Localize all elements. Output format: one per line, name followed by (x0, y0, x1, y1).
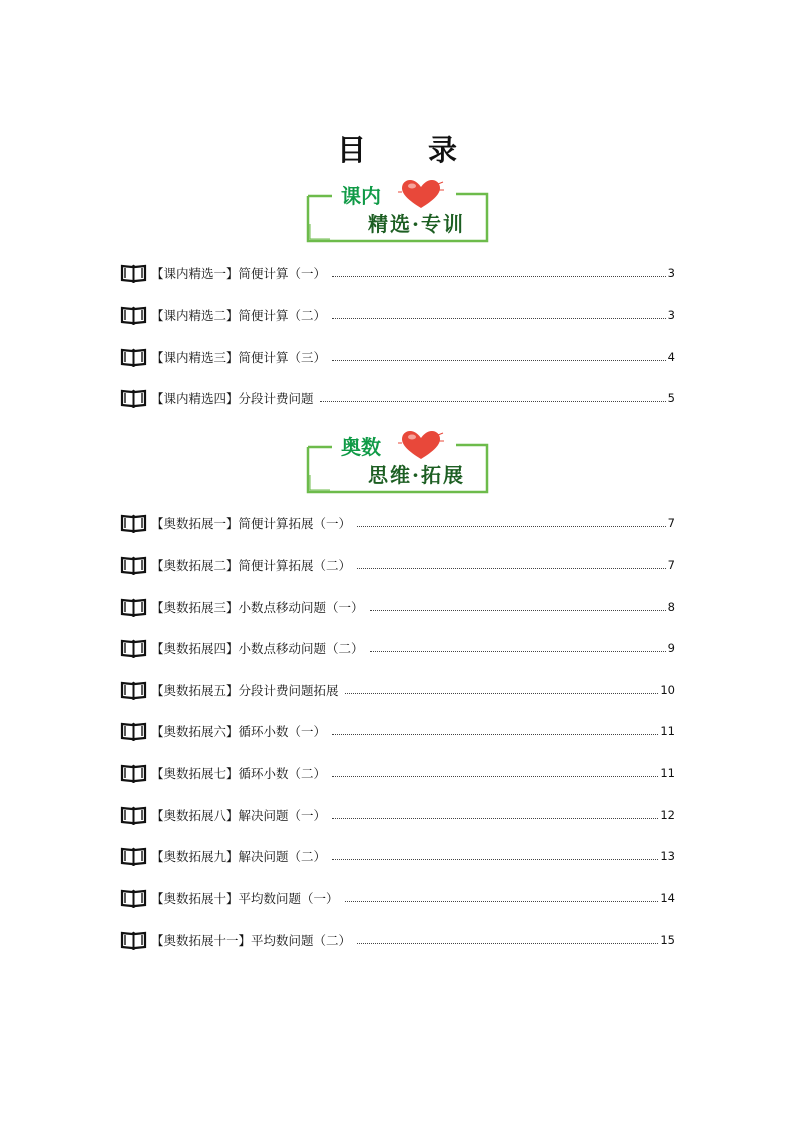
toc-item[interactable] (120, 680, 675, 700)
toc-leader (357, 568, 666, 569)
toc-leader (320, 401, 666, 402)
toc-leader (345, 693, 659, 694)
toc-item[interactable] (120, 388, 675, 408)
toc-item-label: 【奥数拓展二】简便计算拓展（二） (151, 558, 352, 573)
toc-item-page: 4 (667, 350, 675, 364)
toc-leader (332, 734, 658, 735)
open-book-icon (120, 388, 147, 408)
toc-item[interactable] (120, 305, 675, 325)
open-book-icon (120, 888, 147, 908)
open-book-icon (120, 513, 147, 533)
toc-item[interactable] (120, 555, 675, 575)
toc-item-page: 3 (667, 308, 675, 322)
banner-bottom-text: 思维·拓展 (368, 463, 465, 487)
toc-leader (332, 318, 666, 319)
toc-item-page: 9 (667, 641, 675, 655)
toc-item-page: 11 (660, 766, 675, 780)
toc-item[interactable] (120, 888, 675, 908)
toc-leader (370, 610, 666, 611)
open-book-icon (120, 930, 147, 950)
toc-item[interactable] (120, 347, 675, 367)
toc-leader (357, 526, 666, 527)
banner-top-text: 奥数 (338, 435, 384, 459)
toc-item-label: 【课内精选一】简便计算（一） (151, 266, 327, 281)
toc-item-page: 10 (660, 683, 675, 697)
toc-item[interactable] (120, 846, 675, 866)
toc-item-page: 11 (660, 724, 675, 738)
open-book-icon (120, 263, 147, 283)
toc-item-label: 【奥数拓展十】平均数问题（一） (151, 891, 339, 906)
toc-item-label: 【奥数拓展十一】平均数问题（二） (151, 933, 352, 948)
open-book-icon (120, 763, 147, 783)
open-book-icon (120, 555, 147, 575)
open-book-icon (120, 305, 147, 325)
open-book-icon (120, 638, 147, 658)
open-book-icon (120, 846, 147, 866)
toc-item[interactable] (120, 763, 675, 783)
section-banner-inclass (306, 184, 506, 246)
toc-item-label: 【奥数拓展七】循环小数（二） (151, 766, 327, 781)
section-banner-olympiad (306, 435, 506, 497)
toc-item[interactable] (120, 513, 675, 533)
toc-leader (345, 901, 659, 902)
toc-item-page: 15 (660, 933, 675, 947)
toc-item-page: 14 (660, 891, 675, 905)
banner-bottom-text: 精选·专训 (368, 212, 465, 236)
toc-item-label: 【奥数拓展九】解决问题（二） (151, 849, 327, 864)
toc-item[interactable] (120, 638, 675, 658)
toc-item[interactable] (120, 597, 675, 617)
toc-leader (332, 859, 658, 860)
toc-item-label: 【奥数拓展四】小数点移动问题（二） (151, 641, 364, 656)
toc-item-label: 【奥数拓展六】循环小数（一） (151, 724, 327, 739)
open-book-icon (120, 680, 147, 700)
toc-leader (332, 818, 658, 819)
open-book-icon (120, 721, 147, 741)
toc-item-label: 【奥数拓展五】分段计费问题拓展 (151, 683, 339, 698)
toc-item-label: 【课内精选二】简便计算（二） (151, 308, 327, 323)
toc-leader (332, 360, 666, 361)
toc-item-page: 12 (660, 808, 675, 822)
toc-item-page: 13 (660, 849, 675, 863)
toc-item-label: 【奥数拓展八】解决问题（一） (151, 808, 327, 823)
toc-item[interactable] (120, 805, 675, 825)
toc-leader (332, 776, 658, 777)
toc-item-label: 【课内精选三】简便计算（三） (151, 350, 327, 365)
toc-item-page: 5 (667, 391, 675, 405)
open-book-icon (120, 347, 147, 367)
toc-leader (357, 943, 658, 944)
toc-item-label: 【课内精选四】分段计费问题 (151, 391, 314, 406)
toc-leader (332, 276, 666, 277)
toc-item-page: 7 (667, 558, 675, 572)
toc-item-page: 8 (667, 600, 675, 614)
toc-item[interactable] (120, 930, 675, 950)
banner-top-text: 课内 (338, 184, 384, 208)
toc-item-page: 7 (667, 516, 675, 530)
toc-item[interactable] (120, 263, 675, 283)
open-book-icon (120, 805, 147, 825)
toc-item[interactable] (120, 721, 675, 741)
toc-item-label: 【奥数拓展三】小数点移动问题（一） (151, 600, 364, 615)
toc-leader (370, 651, 666, 652)
toc-item-page: 3 (667, 266, 675, 280)
page-title: 目 录 (336, 133, 484, 167)
open-book-icon (120, 597, 147, 617)
toc-item-label: 【奥数拓展一】简便计算拓展（一） (151, 516, 352, 531)
